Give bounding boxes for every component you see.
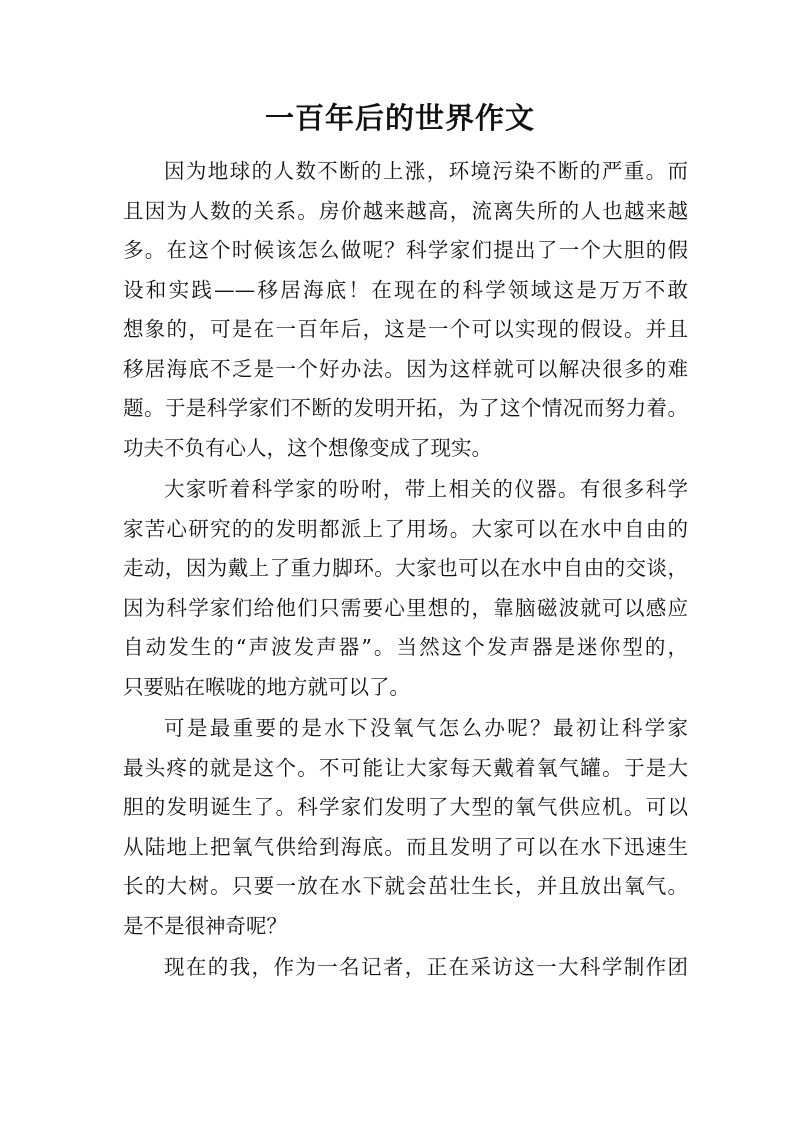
text-line: 且因为人数的关系。房价越来越高，流离失所的人也越来越 <box>123 198 688 223</box>
text-line: 现在的我，作为一名记者，正在采访这一大科学制作团 <box>164 955 688 979</box>
text-line: 因为地球的人数不断的上涨，环境污染不断的严重。而 <box>164 159 688 183</box>
text-line: 从陆地上把氧气供给到海底。而且发明了可以在水下迅速生 <box>123 834 688 859</box>
text-line: 只要贴在喉咙的地方就可以了。 <box>123 674 410 699</box>
text-line: 多。在这个时候该怎么做呢？科学家们提出了一个大胆的假 <box>123 238 688 262</box>
paragraph-3 <box>123 709 688 946</box>
document-title: 一百年后的世界作文 <box>264 101 535 135</box>
document-body <box>123 152 688 990</box>
paragraph-1 <box>123 152 688 468</box>
text-line: 最头疼的就是这个。不可能让大家每天戴着氧气罐。于是大 <box>123 755 688 780</box>
text-line: 题。于是科学家们不断的发明开拓，为了这个情况而努力着。 <box>123 396 688 420</box>
text-line: 走动，因为戴上了重力脚环。大家也可以在水中自由的交谈， <box>123 556 688 580</box>
text-line: 可是最重要的是水下没氧气怎么办呢？最初让科学家 <box>164 716 688 740</box>
text-line: 自动发生的“声波发声器”。当然这个发声器是迷你型的， <box>123 635 688 659</box>
text-line: 想象的，可是在一百年后，这是一个可以实现的假设。并且 <box>123 317 688 341</box>
text-line: 设和实践——移居海底！在现在的科学领域这是万万不敢 <box>123 277 688 302</box>
text-line: 胆的发明诞生了。科学家们发明了大型的氧气供应机。可以 <box>123 795 688 819</box>
text-line: 移居海底不乏是一个好办法。因为这样就可以解决很多的难 <box>123 356 688 381</box>
paragraph-4 <box>123 948 688 988</box>
text-line: 家苦心研究的的发明都派上了用场。大家可以在水中自由的 <box>123 516 688 541</box>
text-line: 是不是很神奇呢？ <box>123 913 287 938</box>
text-line: 功夫不负有心人，这个想像变成了现实。 <box>123 435 492 460</box>
text-line: 大家听着科学家的吩咐，带上相关的仪器。有很多科学 <box>164 477 688 501</box>
text-line: 长的大树。只要一放在水下就会茁壮生长，并且放出氧气。 <box>123 874 688 898</box>
paragraph-2 <box>123 470 688 707</box>
text-line: 因为科学家们给他们只需要心里想的，靠脑磁波就可以感应 <box>123 595 688 620</box>
